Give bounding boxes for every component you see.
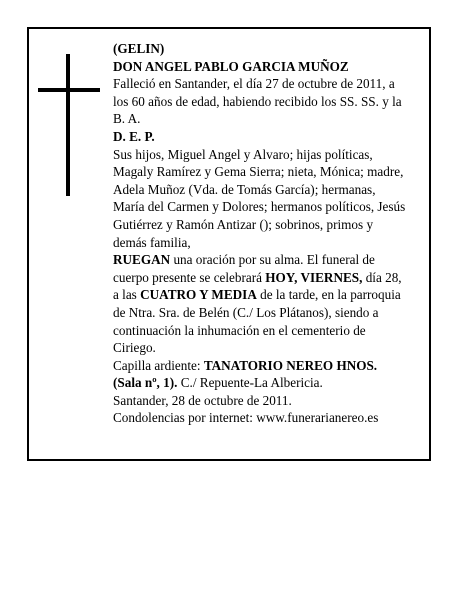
chapel-address: C./ Repuente-La Albericia. xyxy=(177,375,323,391)
ruegan-label: RUEGAN xyxy=(113,252,171,268)
funeral-line: continuación la inhumación en el cementerio de xyxy=(113,322,366,338)
family-line: Adela Muñoz (Vda. de Tomás García); hermanas, xyxy=(113,181,376,197)
chapel-line xyxy=(113,357,425,375)
death-line: B. A. xyxy=(113,111,141,127)
date-place: Santander, 28 de octubre de 2011. xyxy=(113,392,292,408)
rip-label: D. E. P. xyxy=(113,128,155,144)
chapel-text: Capilla ardiente: xyxy=(113,357,204,373)
family-line: demás familia, xyxy=(113,234,191,250)
funeral-text: día 28, xyxy=(362,269,402,285)
funeral-text: una oración por su alma. El funeral de xyxy=(170,252,375,268)
funeral-line xyxy=(113,269,425,287)
deceased-alias: (GELIN) xyxy=(113,41,165,56)
funeral-line xyxy=(113,286,425,304)
family-line: María del Carmen y Dolores; hermanos políticos, Jesús xyxy=(113,199,406,215)
family-line: Gutiérrez y Ramón Antizar (); sobrinos, primos y xyxy=(113,216,374,232)
chapel-room: (Sala nº, 1). xyxy=(113,375,178,391)
death-line: los 60 años de edad, habiendo recibido los SS. SS. y la xyxy=(113,93,402,109)
funeral-text: a las xyxy=(113,287,141,303)
funeral-line: de Ntra. Sra. de Belén (C./ Los Plátanos), siendo a xyxy=(113,304,379,320)
family-line: Sus hijos, Miguel Angel y Alvaro; hijas políticas, xyxy=(113,146,373,162)
chapel-line xyxy=(113,374,425,392)
funeral-day: HOY, VIERNES, xyxy=(265,269,363,285)
cross-vertical-bar xyxy=(66,54,70,196)
funeral-text: de la tarde, en la parroquia xyxy=(256,287,401,303)
funeral-time: CUATRO Y MEDIA xyxy=(140,287,257,303)
notice-text xyxy=(113,40,425,427)
death-line: Falleció en Santander, el día 27 de octubre de 2011, a xyxy=(113,76,395,92)
condolences-line: Condolencias por internet: www.funerarianereo.es xyxy=(113,410,379,426)
deceased-name: DON ANGEL PABLO GARCIA MUÑOZ xyxy=(113,58,349,74)
funeral-line: Ciriego. xyxy=(113,340,156,356)
cross-icon xyxy=(38,54,100,196)
funeral-text: cuerpo presente se celebrará xyxy=(113,269,266,285)
cross-horizontal-bar xyxy=(38,88,100,92)
chapel-name: TANATORIO NEREO HNOS. xyxy=(203,357,378,373)
funeral-line xyxy=(113,251,425,269)
family-line: Magaly Ramírez y Gema Sierra; nieta, Mónica; madre, xyxy=(113,164,404,180)
